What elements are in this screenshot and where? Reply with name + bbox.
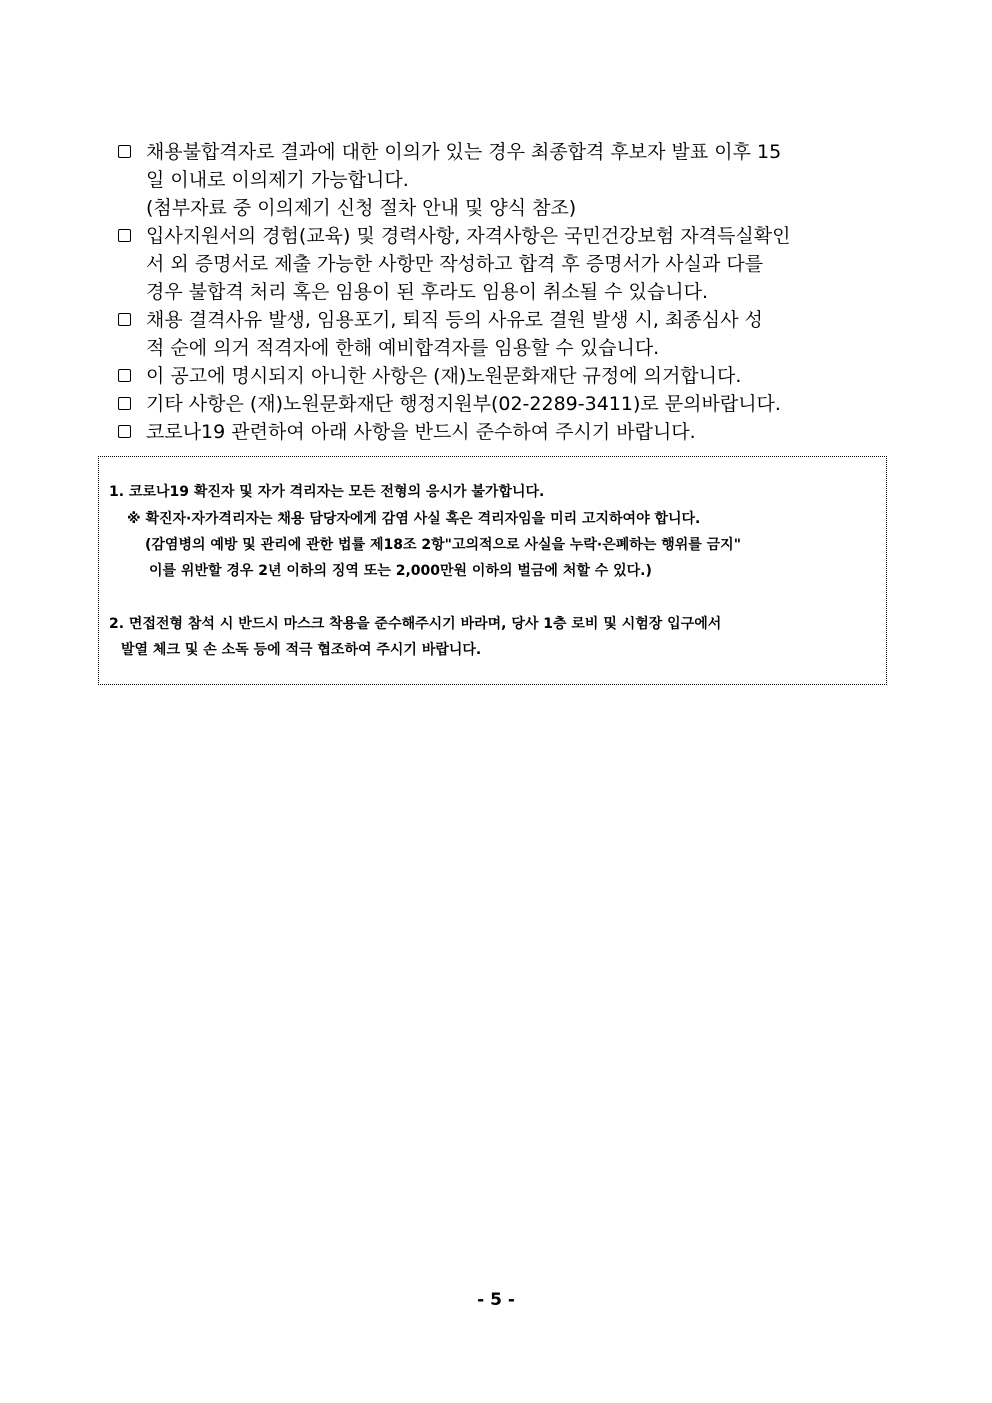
notice-list xyxy=(118,138,898,446)
notice-line: 경우 불합격 처리 혹은 임용이 된 후라도 임용이 취소될 수 있습니다. xyxy=(146,281,708,303)
notice-line: 이 공고에 명시되지 아니한 사항은 (재)노원문화재단 규정에 의거합니다. xyxy=(146,365,742,387)
notice-line: 코로나19 관련하여 아래 사항을 반드시 준수하여 주시기 바랍니다. xyxy=(146,421,696,443)
covid-note: ※ 확진자·자가격리자는 채용 담당자에게 감염 사실 혹은 격리자임을 미리 고지하여야 합니다. xyxy=(127,511,701,527)
notice-line: 채용불합격자로 결과에 대한 이의가 있는 경우 최종합격 후보자 발표 이후 15 xyxy=(146,141,782,163)
notice-line: 기타 사항은 (재)노원문화재단 행정지원부(02-2289-3411)로 문의바랍니다. xyxy=(146,393,781,415)
covid-law-line-2: 이를 위반할 경우 2년 이하의 징역 또는 2,000만원 이하의 벌금에 처할 수 있다.) xyxy=(149,563,652,579)
covid-law-line-1: (감염병의 예방 및 관리에 관한 법률 제18조 2항"고의적으로 사실을 누락·은폐하는 행위를 금지" xyxy=(145,537,742,553)
notice-item-reserve-candidates xyxy=(118,306,898,362)
notice-line: 채용 결격사유 발생, 임용포기, 퇴직 등의 사유로 결원 발생 시, 최종심사 성 xyxy=(146,309,763,331)
notice-subnote: (첨부자료 중 이의제기 신청 절차 안내 및 양식 참조) xyxy=(146,197,577,219)
notice-item-covid xyxy=(118,418,898,446)
notice-line: 적 순에 의거 적격자에 한해 예비합격자를 임용할 수 있습니다. xyxy=(146,337,660,359)
page-number: - 5 - xyxy=(477,1290,515,1310)
notice-line: 입사지원서의 경험(교육) 및 경력사항, 자격사항은 국민건강보험 자격득실확인 xyxy=(146,225,791,247)
checkbox-icon xyxy=(118,369,131,382)
notice-item-application-verification xyxy=(118,222,898,306)
notice-line: 서 외 증명서로 제출 가능한 사항만 작성하고 합격 후 증명서가 사실과 다를 xyxy=(146,253,764,275)
checkbox-icon xyxy=(118,313,131,326)
covid-item-2: 2. 면접전형 참석 시 반드시 마스크 착용을 준수해주시기 바라며, 당사 1층 로비 및 시험장 입구에서 xyxy=(109,616,722,632)
notice-line: 일 이내로 이의제기 가능합니다. xyxy=(146,169,409,191)
checkbox-icon xyxy=(118,229,131,242)
covid-item-1: 1. 코로나19 확진자 및 자가 격리자는 모든 전형의 응시가 불가합니다. xyxy=(109,484,545,500)
notice-item-regulations xyxy=(118,362,898,390)
notice-item-contact xyxy=(118,390,898,418)
checkbox-icon xyxy=(118,145,131,158)
checkbox-icon xyxy=(118,425,131,438)
covid-guideline-box xyxy=(98,456,887,685)
notice-item-objection xyxy=(118,138,898,222)
covid-item-2-cont: 발열 체크 및 손 소독 등에 적극 협조하여 주시기 바랍니다. xyxy=(121,642,482,658)
checkbox-icon xyxy=(118,397,131,410)
